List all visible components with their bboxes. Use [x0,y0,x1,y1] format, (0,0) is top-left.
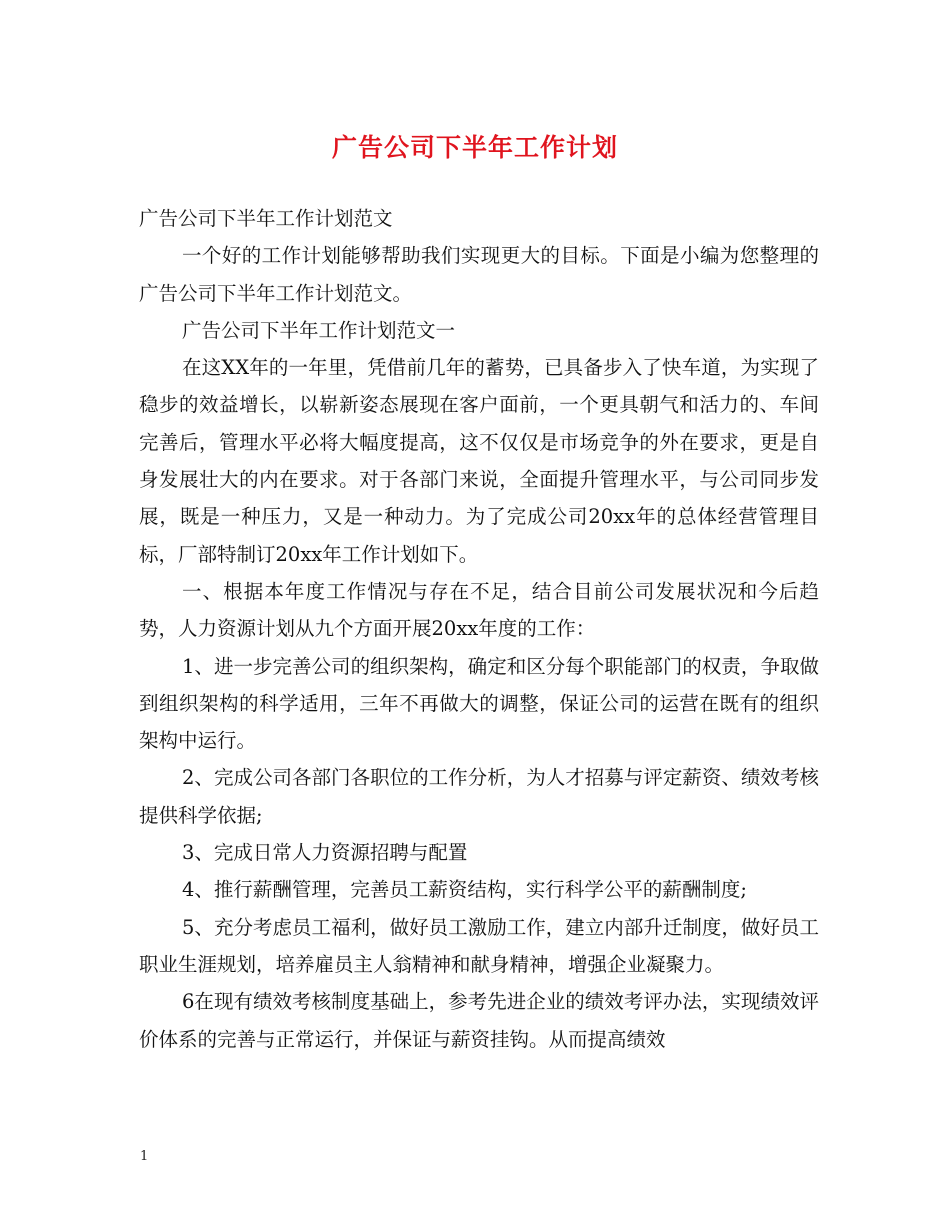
paragraph-item-1: 1、进一步完善公司的组织架构，确定和区分每个职能部门的权责，争取做到组织架构的科学适用，三年不再做大的调整，保证公司的运营在既有的组织架构中运行。 [139,654,819,753]
page-number: 1 [140,1149,149,1164]
paragraph-item-2: 2、完成公司各部门各职位的工作分析，为人才招募与评定薪资、绩效考核提供科学依据; [139,766,819,827]
paragraph-item-5: 5、充分考虑员工福利，做好员工激励工作，建立内部升迁制度，做好员工职业生涯规划，培养雇员主人翁精神和献身精神，增强企业凝聚力。 [139,915,819,976]
document-title: 广告公司下半年工作计划 [331,133,618,162]
paragraph-intro: 一个好的工作计划能够帮助我们实现更大的目标。下面是小编为您整理的广告公司下半年工作计划范文。 [139,244,819,305]
paragraph-item-6: 6在现有绩效考核制度基础上，参考先进企业的绩效考评办法，实现绩效评价体系的完善与正常运行，并保证与薪资挂钩。从而提高绩效 [139,990,819,1051]
paragraph-point-one: 一、根据本年度工作情况与存在不足，结合目前公司发展状况和今后趋势，人力资源计划从九个方面开展20xx年度的工作： [139,579,819,641]
paragraph-subtitle: 广告公司下半年工作计划范文 [139,207,393,230]
paragraph-item-3: 3、完成日常人力资源招聘与配置 [182,841,468,865]
paragraph-item-4: 4、推行薪酬管理，完善员工薪资结构，实行科学公平的薪酬制度; [182,878,747,902]
paragraph-overview: 在这XX年的一年里，凭借前几年的蓄势，已具备步入了快车道，为实现了稳步的效益增长，以崭新姿态展现在客户面前，一个更具朝气和活力的、车间完善后，管理水平必将大幅度提高，这不仅仅是市场竞争的外在要求，更是自身发展壮大的内在要求。对于各部门来说，全面提升管理水平，与公司同步发展，既是一种压力，又是一种动力。为了完成公司20xx年的总体经营管理目标，厂部特制订20xx年工作计划如下。 [139,356,819,566]
document-body [139,200,819,1058]
paragraph-section-heading: 广告公司下半年工作计划范文一 [182,318,456,342]
